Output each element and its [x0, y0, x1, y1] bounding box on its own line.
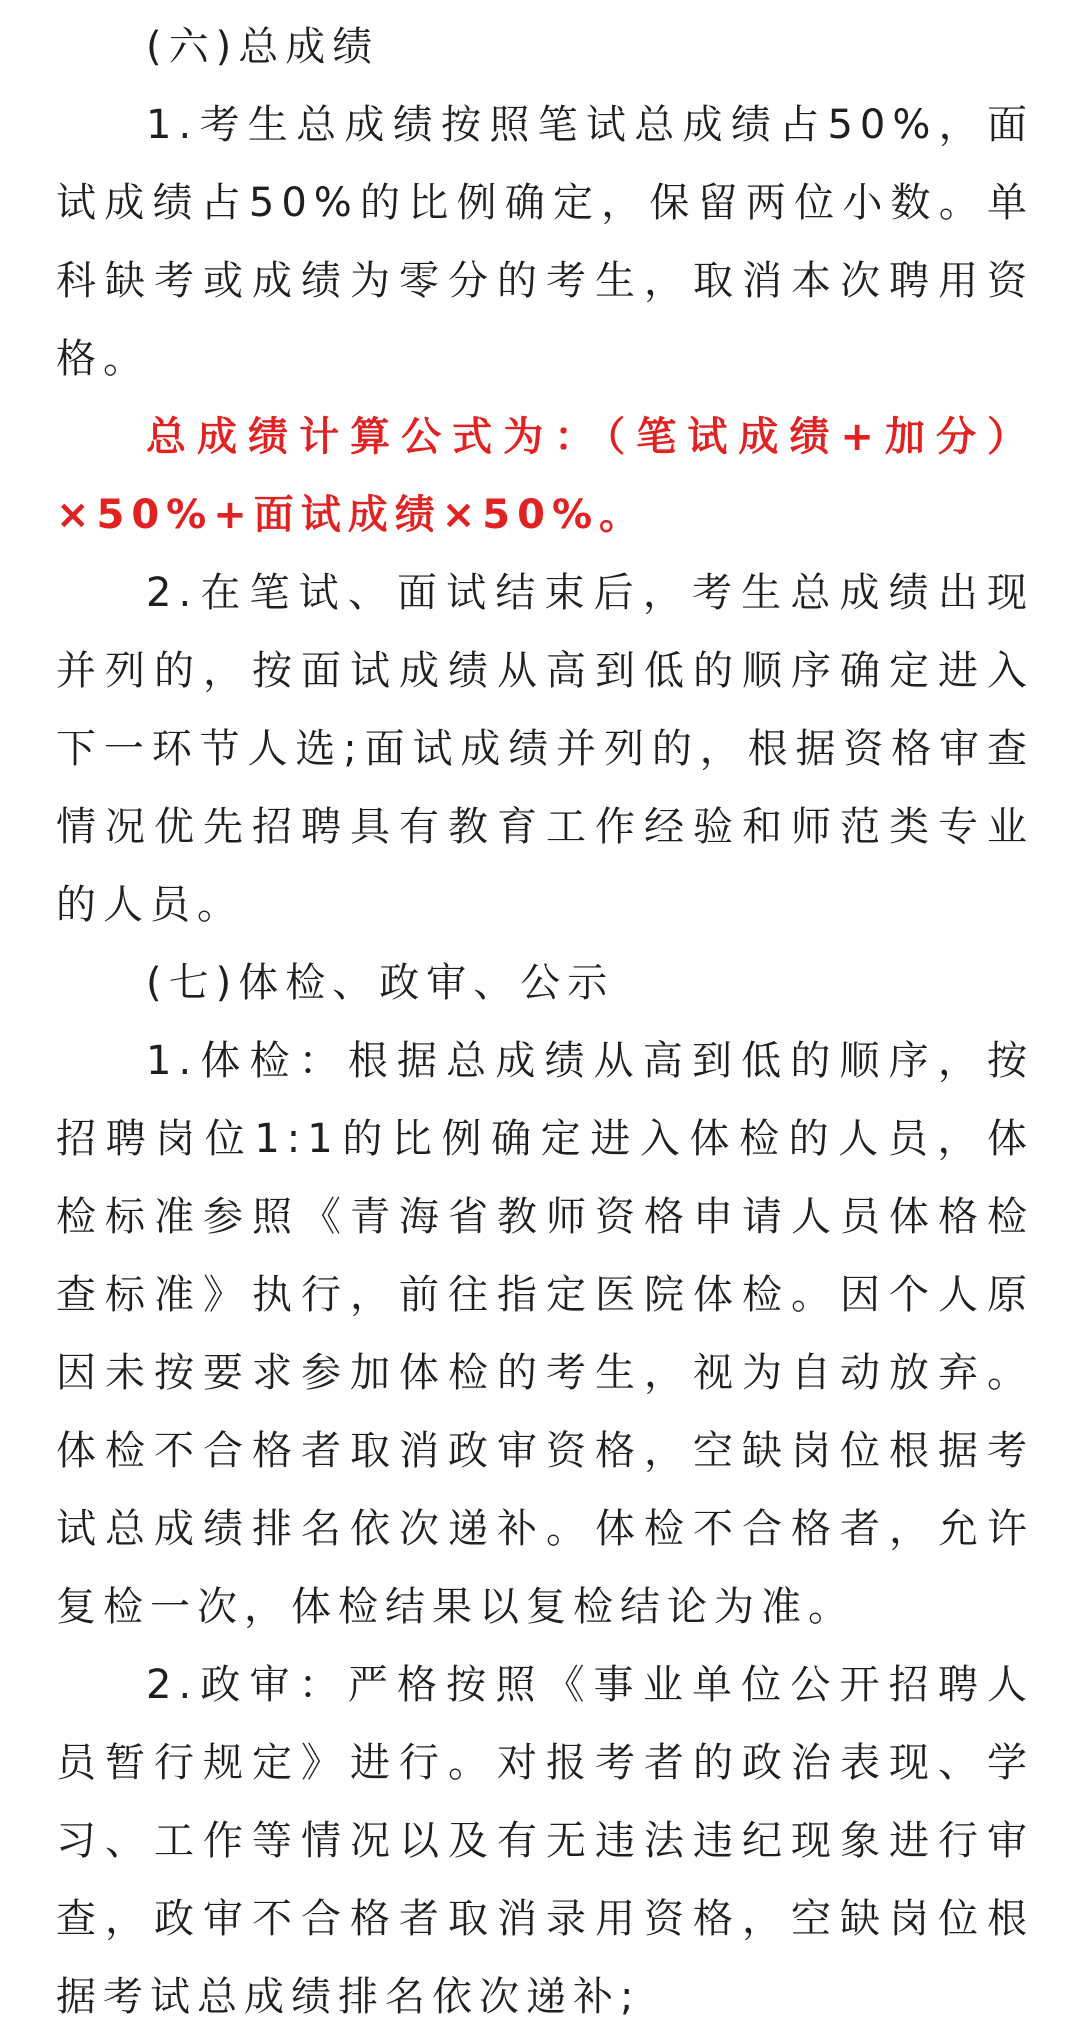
paragraph-score-ratio: 1.考生总成绩按照笔试总成绩占50%，面试成绩占50%的比例确定，保留两位小数。单科缺考或成绩为零分的考生，取消本次聘用资格。: [56, 102, 1034, 382]
paragraph-physical-exam: 1.体检：根据总成绩从高到低的顺序，按招聘岗位1:1的比例确定进入体检的人员，体检标准参照《青海省教师资格申请人员体格检查标准》执行，前往指定医院体检。因个人原因未按要求参加体检的考生，视为自动放弃。体检不合格者取消政审资格，空缺岗位根据考试总成绩排名依次递补。体检不合格者，允许复检一次，体检结果以复检结论为准。: [56, 1038, 1034, 1630]
paragraph-political-review: 2.政审：严格按照《事业单位公开招聘人员暂行规定》进行。对报考者的政治表现、学习、工作等情况以及有无违法违纪现象进行审查，政审不合格者取消录用资格，空缺岗位根据考试总成绩排名依次递补;: [56, 1662, 1034, 2020]
section-heading-total-score: (六)总成绩: [146, 24, 380, 70]
section-heading-exam-review: (七)体检、政审、公示: [146, 960, 615, 1006]
formula-highlight: 总成绩计算公式为：（笔试成绩+加分）×50%+面试成绩×50%。: [56, 414, 1034, 538]
paragraph-tie-breaking: 2.在笔试、面试结束后，考生总成绩出现并列的，按面试成绩从高到低的顺序确定进入下一环节人选;面试成绩并列的，根据资格审查情况优先招聘具有教育工作经验和师范类专业的人员。: [56, 570, 1034, 928]
document-body: [56, 8, 1034, 2036]
